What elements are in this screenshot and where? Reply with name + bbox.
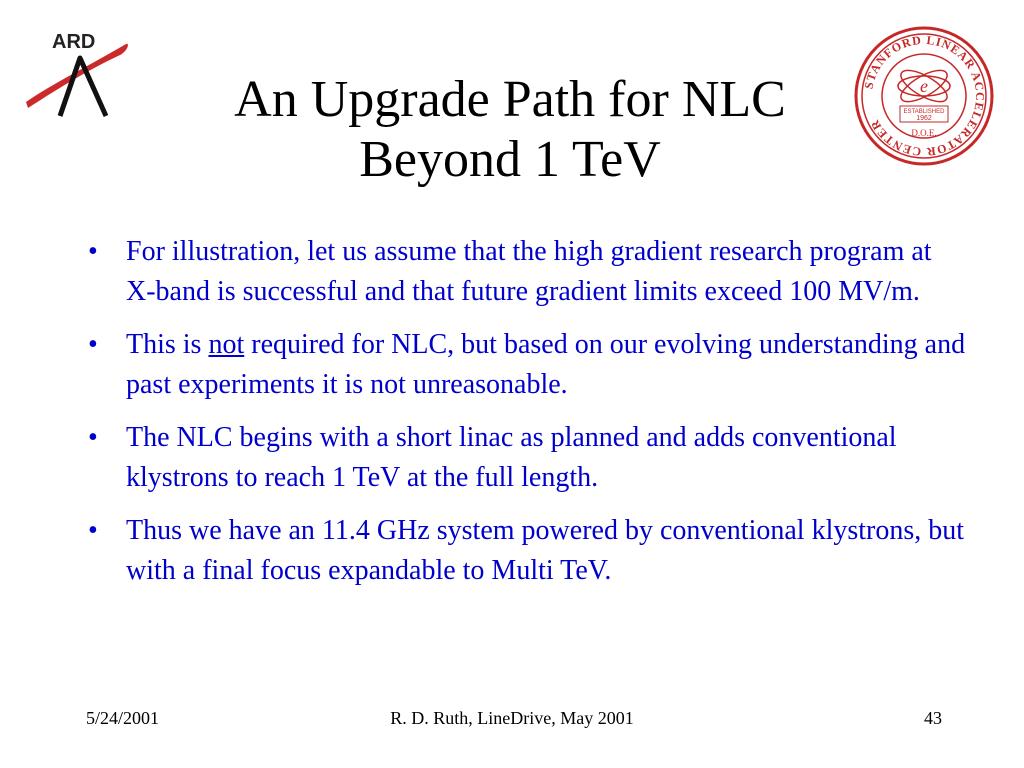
slac-seal	[852, 24, 996, 168]
bullet-marker: •	[88, 236, 98, 267]
ard-a-shape	[60, 58, 106, 116]
bullet-item	[88, 511, 968, 591]
slide-footer	[0, 708, 1024, 732]
bullet-text: The NLC begins with a short linac as planned and adds conventional klystrons to reach 1 TeV at the full length.	[126, 422, 897, 493]
ard-logo-text: ARD	[52, 31, 96, 53]
slide-title-line2: Beyond 1 TeV	[359, 131, 661, 188]
footer-author: R. D. Ruth, LineDrive, May 2001	[390, 708, 634, 728]
bullet-text	[126, 329, 965, 400]
footer-page-number: 43	[924, 708, 942, 728]
bullet-emphasis: not	[208, 329, 245, 360]
ard-logo	[22, 24, 134, 120]
slide-title	[150, 70, 870, 190]
bullet-item	[88, 325, 968, 405]
bullet-text-pre: This is	[126, 329, 209, 360]
bullet-text-post: required for NLC, but based on our evolving understanding and past experiments it is not unreasonable.	[126, 329, 966, 400]
bullet-marker: •	[88, 515, 98, 546]
bullet-marker: •	[88, 329, 98, 360]
footer-date: 5/24/2001	[86, 708, 160, 728]
seal-doe: D.O.E.	[911, 128, 937, 138]
bullet-marker: •	[88, 422, 98, 453]
ard-swoosh	[26, 44, 128, 108]
bullet-item	[88, 232, 968, 312]
seal-established: ESTABLISHED	[903, 109, 945, 115]
seal-ring-text: STANFORD LINEAR ACCELERATOR CENTER	[861, 32, 988, 160]
bullet-item	[88, 418, 968, 498]
slide-title-line1: An Upgrade Path for NLC	[234, 71, 786, 128]
bullet-text: Thus we have an 11.4 GHz system powered by conventional klystrons, but with a final focus expandable to Multi TeV.	[126, 515, 965, 586]
seal-e-letter: e	[920, 76, 928, 96]
bullet-list	[88, 232, 968, 604]
seal-year: 1962	[916, 115, 932, 122]
bullet-text: For illustration, let us assume that the high gradient research program at X-band is successful and that future gradient limits exceed 100 MV/m.	[126, 236, 932, 307]
